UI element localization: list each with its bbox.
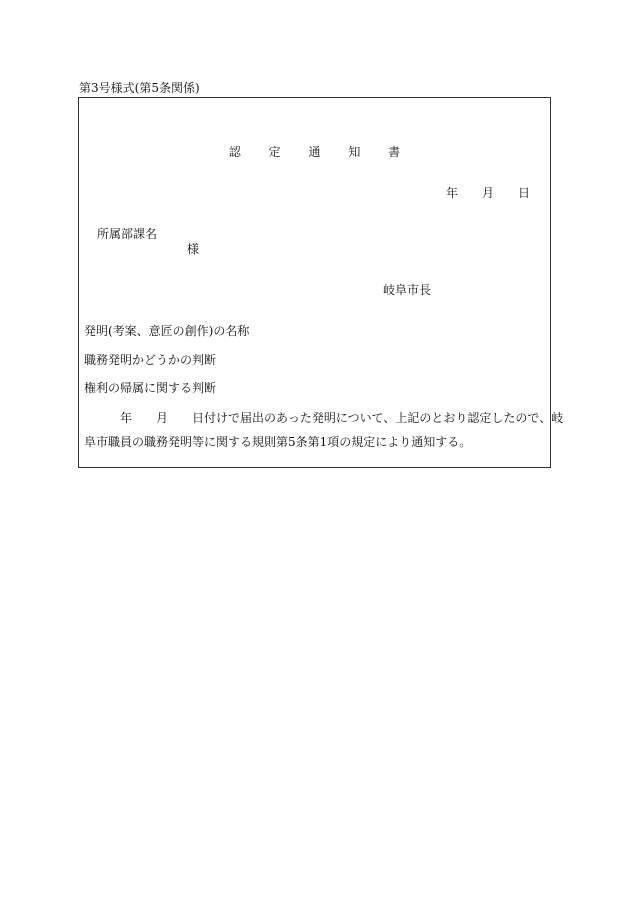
- date-day-label: 日: [517, 186, 530, 200]
- invention-name-field: 発明(考案、意匠の創作)の名称: [84, 324, 250, 338]
- title-char: 通: [308, 145, 321, 159]
- form-number-label: 第3号様式(第5条関係): [79, 81, 200, 95]
- recipient-honorific: 様: [187, 242, 200, 256]
- document-title: [79, 144, 550, 160]
- recipient-department: 所属部課名: [97, 227, 158, 241]
- title-char: 書: [388, 145, 401, 159]
- notice-date: [446, 185, 530, 201]
- date-month-label: 月: [481, 186, 494, 200]
- rights-attribution-judgment-field: 権利の帰属に関する判断: [84, 381, 217, 395]
- title-char: 知: [348, 145, 361, 159]
- duty-invention-judgment-field: 職務発明かどうかの判断: [84, 353, 217, 367]
- body-month-label: 月: [156, 411, 169, 425]
- certification-notice-form: [78, 97, 564, 468]
- title-char: 定: [268, 145, 281, 159]
- body-line-1-text: 日付けで届出のあった発明について、上記のとおり認定したので、岐: [192, 411, 564, 425]
- date-year-label: 年: [445, 186, 458, 200]
- issuer-name: 岐阜市長: [383, 283, 432, 297]
- title-char: 認: [228, 145, 241, 159]
- body-year-label: 年: [120, 411, 133, 425]
- notice-body-line-2: 阜市職員の職務発明等に関する規則第5条第1項の規定により通知する。: [84, 435, 472, 449]
- notice-body: [84, 406, 564, 454]
- notice-body-line-1: [84, 406, 564, 430]
